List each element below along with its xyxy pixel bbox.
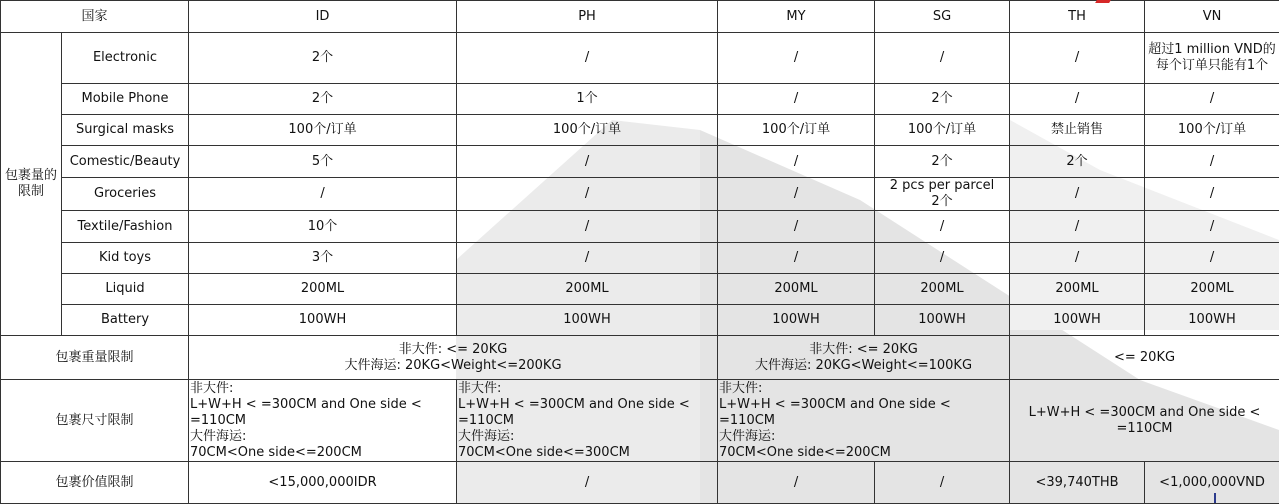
value-cell: 100个/订单 — [457, 115, 718, 146]
value-cell: / — [457, 146, 718, 178]
table-row — [1, 305, 1279, 336]
value-cell: / — [718, 211, 875, 243]
value-cell: / — [718, 84, 875, 115]
table-row — [1, 178, 1279, 211]
value-cell: 200ML — [1010, 274, 1145, 305]
country-vn: VN — [1145, 1, 1279, 33]
value-cell: 2个 — [1010, 146, 1145, 178]
value-cell: 200ML — [718, 274, 875, 305]
value-cell: 100WH — [189, 305, 457, 336]
value-cell: / — [1145, 178, 1279, 211]
value-cell: / — [457, 462, 718, 504]
value-cell: / — [457, 33, 718, 84]
value-cell: 2个 — [189, 33, 457, 84]
value-cell: / — [718, 178, 875, 211]
value-cell: / — [875, 243, 1010, 274]
value-cell: 100个/订单 — [718, 115, 875, 146]
category-cell: Comestic/Beauty — [62, 146, 189, 178]
header-row — [1, 1, 1279, 33]
value-cell: 100WH — [457, 305, 718, 336]
country-id: ID — [189, 1, 457, 33]
value-cell: <39,740THB — [1010, 462, 1145, 504]
value-label: 包裹价值限制 — [1, 462, 189, 504]
value-cell: 禁止销售 — [1010, 115, 1145, 146]
category-cell: Liquid — [62, 274, 189, 305]
table-row — [1, 274, 1279, 305]
country-sg: SG — [875, 1, 1010, 33]
value-cell: 100WH — [1145, 305, 1279, 336]
value-cell: / — [1010, 33, 1145, 84]
value-cell: 1个 — [457, 84, 718, 115]
value-cell: 2个 — [875, 84, 1010, 115]
value-cell: / — [1145, 243, 1279, 274]
value-cell: / — [457, 178, 718, 211]
table-row — [1, 243, 1279, 274]
value-cell: 100WH — [875, 305, 1010, 336]
value-cell: 100WH — [718, 305, 875, 336]
value-cell: / — [1010, 211, 1145, 243]
value-cell: 10个 — [189, 211, 457, 243]
value-cell: / — [189, 178, 457, 211]
value-cell: / — [875, 462, 1010, 504]
value-cell: 100个/订单 — [189, 115, 457, 146]
weight-row — [1, 336, 1279, 380]
value-cell: / — [718, 146, 875, 178]
value-cell: / — [1145, 146, 1279, 178]
value-row — [1, 462, 1279, 504]
value-cell: <1,000,000VND — [1145, 462, 1279, 504]
category-cell: Textile/Fashion — [62, 211, 189, 243]
value-cell: 2 pcs per parcel 2个 — [875, 178, 1010, 211]
blue-cursor-mark — [1214, 493, 1216, 503]
size-label: 包裹尺寸限制 — [1, 380, 189, 462]
weight-id-ph: 非大件: <= 20KG 大件海运: 20KG<Weight<=200KG — [189, 336, 718, 380]
table-row — [1, 115, 1279, 146]
country-my: MY — [718, 1, 875, 33]
value-cell: <15,000,000IDR — [189, 462, 457, 504]
value-cell: / — [718, 243, 875, 274]
value-cell: 超过1 million VND的 每个订单只能有1个 — [1145, 33, 1279, 84]
value-cell: / — [718, 462, 875, 504]
table-row — [1, 211, 1279, 243]
table-row — [1, 146, 1279, 178]
value-cell: / — [1145, 211, 1279, 243]
quantity-group-label: 包裹量的 限制 — [1, 33, 62, 336]
size-th-vn: L+W+H < =300CM and One side < =110CM — [1010, 380, 1279, 462]
weight-my-sg: 非大件: <= 20KG 大件海运: 20KG<Weight<=100KG — [718, 336, 1010, 380]
size-id: 非大件: L+W+H < =300CM and One side < =110CM 大件海运: 70CM<One side<=200CM — [189, 380, 457, 462]
red-corner-mark — [1095, 0, 1111, 3]
table-row — [1, 84, 1279, 115]
value-cell: 2个 — [875, 146, 1010, 178]
category-cell: Kid toys — [62, 243, 189, 274]
value-cell: 5个 — [189, 146, 457, 178]
value-cell: / — [1010, 243, 1145, 274]
value-cell: / — [875, 211, 1010, 243]
value-cell: 3个 — [189, 243, 457, 274]
value-cell: 2个 — [189, 84, 457, 115]
value-cell: / — [1010, 178, 1145, 211]
value-cell: / — [1145, 84, 1279, 115]
weight-label: 包裹重量限制 — [1, 336, 189, 380]
size-row — [1, 380, 1279, 462]
category-cell: Electronic — [62, 33, 189, 84]
category-cell: Mobile Phone — [62, 84, 189, 115]
value-cell: / — [1010, 84, 1145, 115]
value-cell: 200ML — [875, 274, 1010, 305]
country-ph: PH — [457, 1, 718, 33]
value-cell: / — [457, 243, 718, 274]
value-cell: / — [718, 33, 875, 84]
category-cell: Surgical masks — [62, 115, 189, 146]
category-cell: Groceries — [62, 178, 189, 211]
value-cell: / — [875, 33, 1010, 84]
country-th: TH — [1010, 1, 1145, 33]
weight-th-vn: <= 20KG — [1010, 336, 1279, 380]
value-cell: 200ML — [1145, 274, 1279, 305]
value-cell: 100个/订单 — [875, 115, 1010, 146]
value-cell: 200ML — [189, 274, 457, 305]
table-row — [1, 33, 1279, 84]
size-my-sg: 非大件: L+W+H < =300CM and One side < =110CM 大件海运: 70CM<One side<=200CM — [718, 380, 1010, 462]
value-cell: / — [457, 211, 718, 243]
value-cell: 100WH — [1010, 305, 1145, 336]
category-cell: Battery — [62, 305, 189, 336]
size-ph: 非大件: L+W+H < =300CM and One side < =110CM 大件海运: 70CM<One side<=300CM — [457, 380, 718, 462]
country-header: 国家 — [1, 1, 189, 33]
value-cell: 100个/订单 — [1145, 115, 1279, 146]
value-cell: 200ML — [457, 274, 718, 305]
